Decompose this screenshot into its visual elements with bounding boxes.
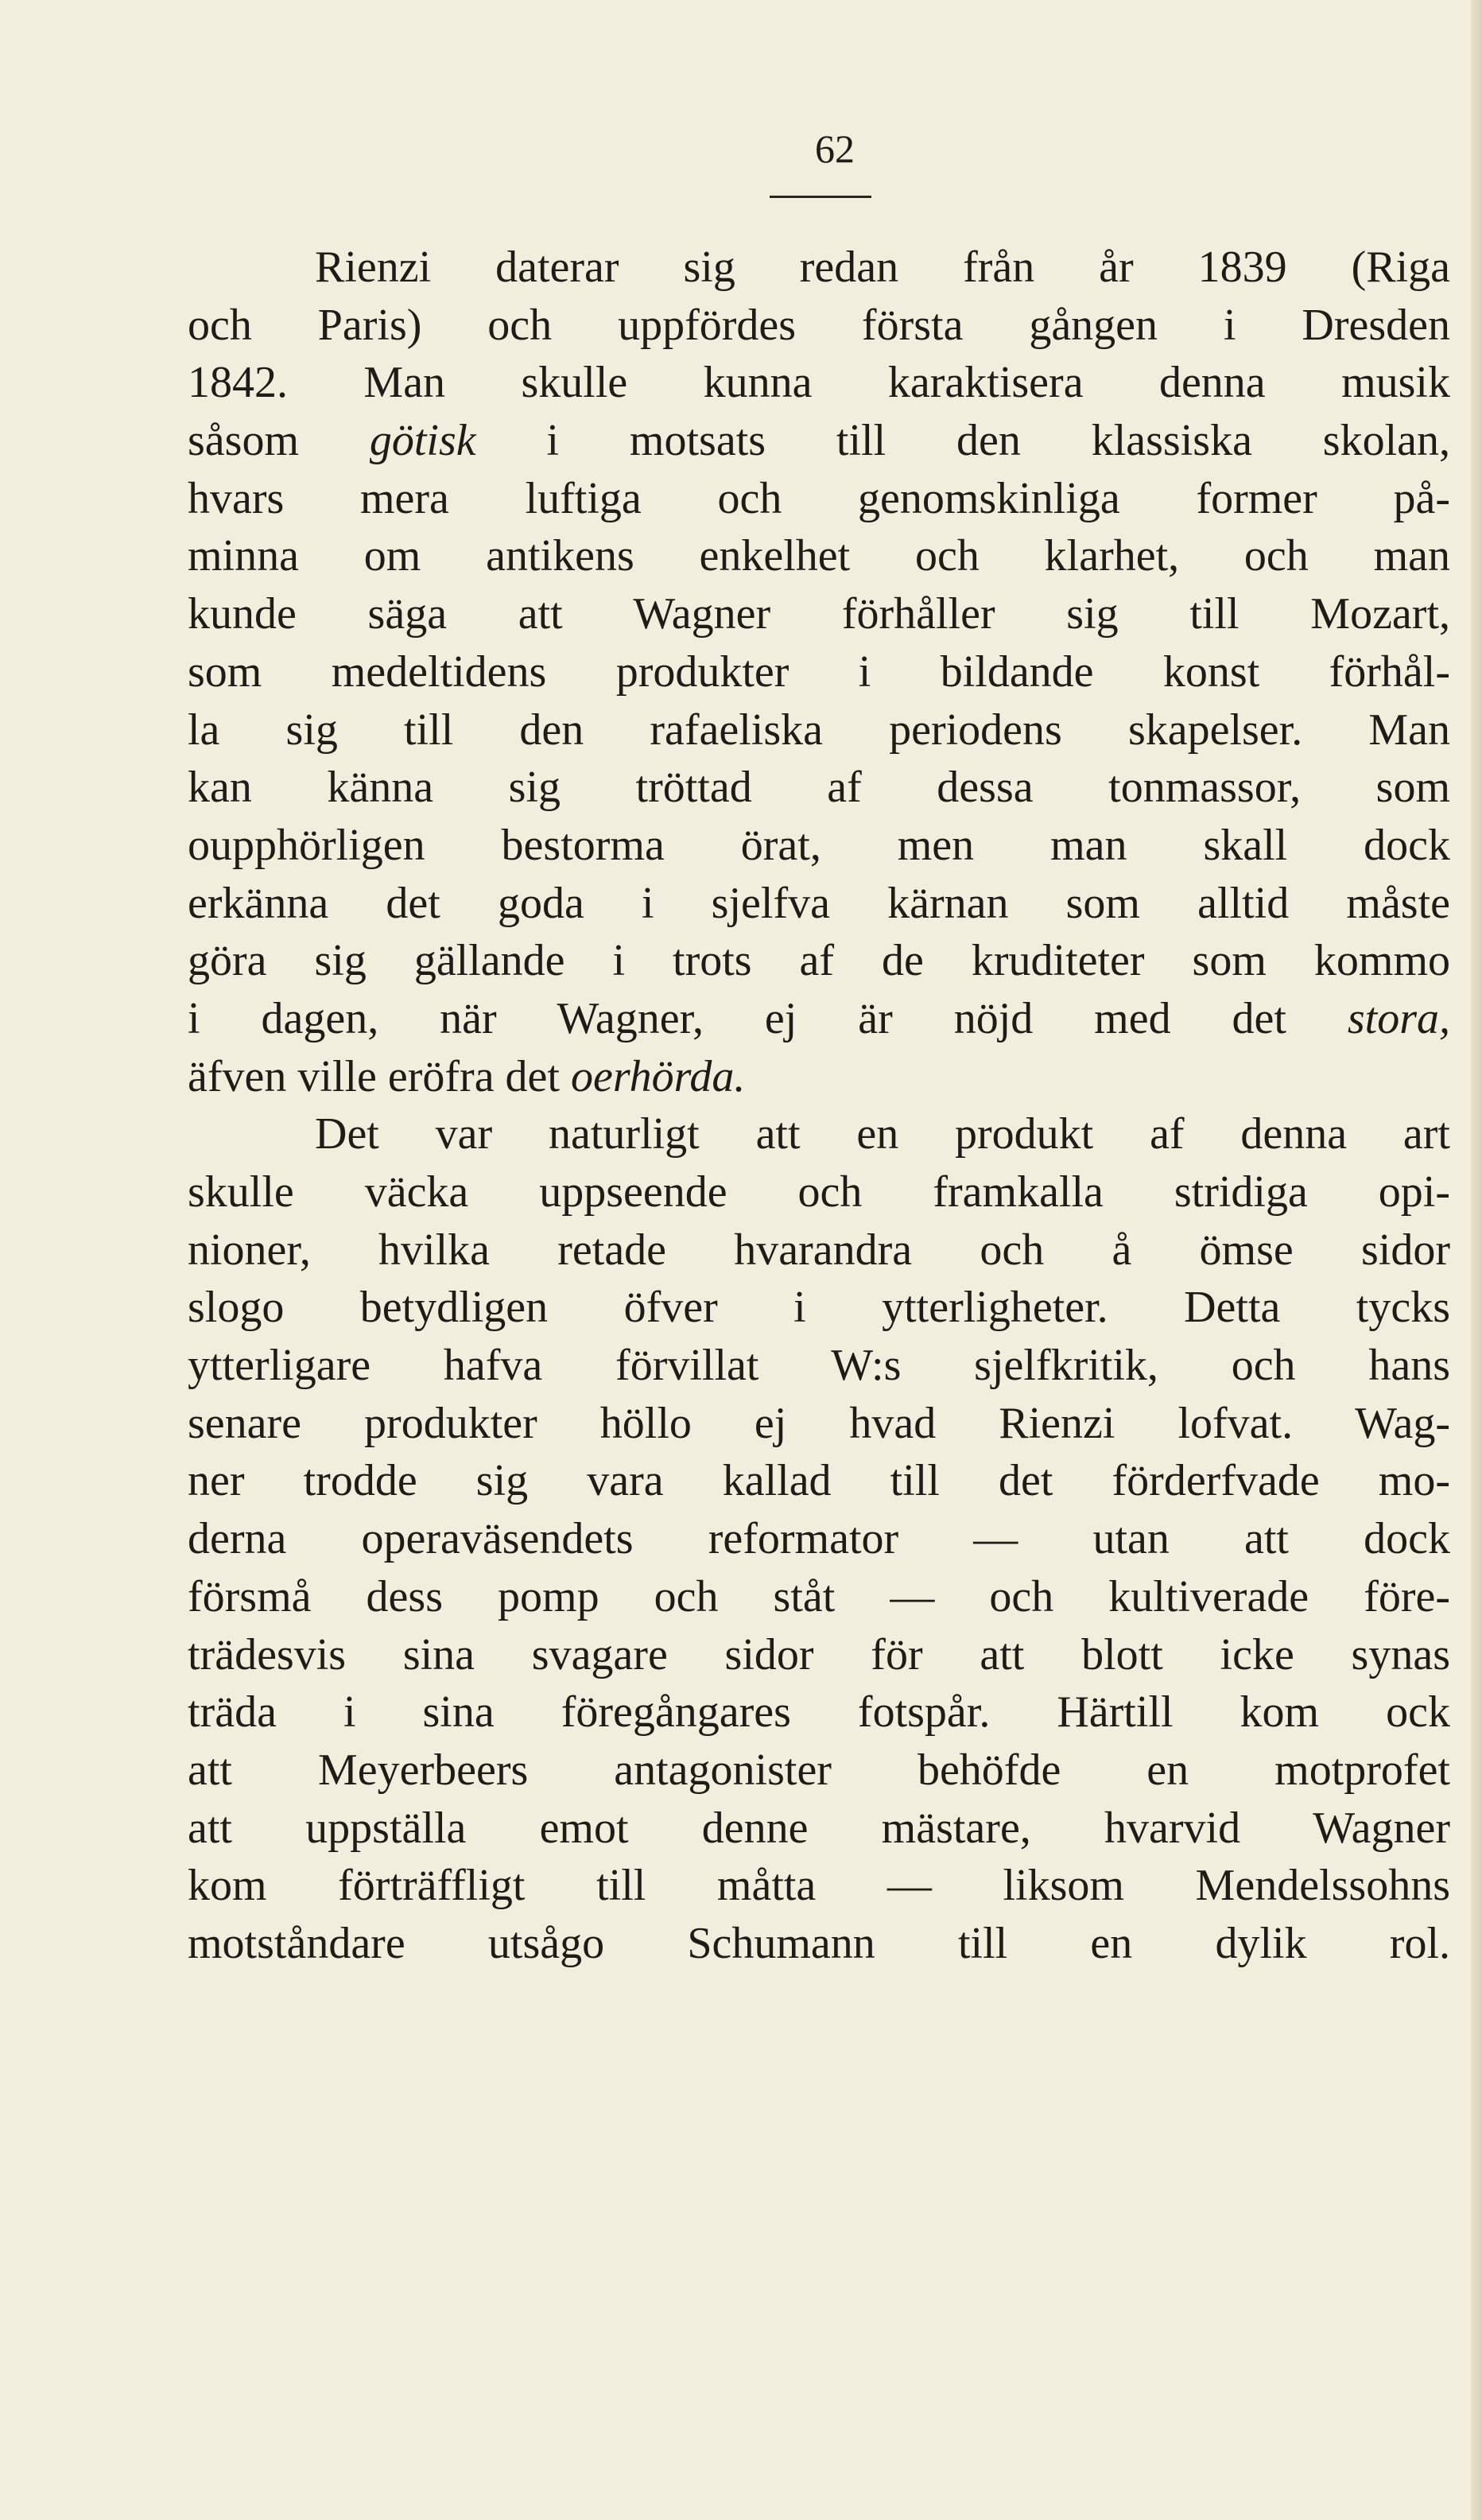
text-segment: göra sig gällande i trots af de kruditeter som kommo — [188, 936, 1450, 986]
text-line — [188, 1568, 1450, 1626]
text-line — [188, 239, 1450, 297]
text-segment: såsom — [188, 416, 370, 466]
text-line — [188, 527, 1450, 585]
page-number: 62 — [815, 126, 855, 171]
text-line — [188, 1857, 1450, 1915]
text-segment: 1842. Man skulle kunna karaktisera denna musik — [188, 358, 1450, 408]
text-line — [188, 1626, 1450, 1684]
text-segment: i dagen, när Wagner, ej är nöjd med det — [188, 993, 1348, 1043]
text-segment: Rienzi daterar sig redan från år 1839 (Riga — [315, 243, 1450, 292]
text-segment: motståndare utsågo Schumann till en dylik rol. — [188, 1918, 1450, 1968]
italic-text: oerhörda. — [570, 1051, 746, 1101]
text-line — [188, 297, 1450, 355]
text-segment: ner trodde sig vara kallad till det förderfvade mo- — [188, 1456, 1450, 1506]
text-line — [188, 1800, 1450, 1858]
text-segment: kunde säga att Wagner förhåller sig till Mozart, — [188, 589, 1450, 639]
text-line — [188, 701, 1450, 759]
text-line — [188, 990, 1450, 1048]
text-line — [188, 1683, 1450, 1741]
text-line — [188, 1510, 1450, 1568]
text-segment: som medeltidens produkter i bildande konst förhål- — [188, 647, 1450, 697]
text-segment: erkänna det goda i sjelfva kärnan som alltid måste — [188, 878, 1450, 928]
text-segment: ytterligare hafva förvillat W:s sjelfkritik, och hans — [188, 1341, 1450, 1391]
text-line — [188, 1105, 1450, 1163]
text-segment: skulle väcka uppseende och framkalla stridiga opi- — [188, 1167, 1450, 1217]
text-segment: att uppställa emot denne mästare, hvarvid Wagner — [188, 1803, 1450, 1853]
text-segment: i motsats till den klassiska skolan, — [475, 416, 1450, 466]
text-segment: nioner, hvilka retade hvarandra och å ömse sidor — [188, 1225, 1450, 1275]
text-segment: och Paris) och uppfördes första gången i Dresden — [188, 300, 1450, 350]
text-line — [188, 1337, 1450, 1395]
text-line — [188, 1741, 1450, 1800]
text-segment: minna om antikens enkelhet och klarhet, och man — [188, 531, 1450, 581]
text-line — [188, 1163, 1450, 1221]
text-segment: att Meyerbeers antagonister behöfde en motprofet — [188, 1745, 1450, 1795]
text-segment: hvars mera luftiga och genomskinliga former på- — [188, 473, 1450, 523]
text-line — [188, 1915, 1450, 1973]
text-segment: äfven ville eröfra det — [188, 1051, 571, 1101]
text-line — [188, 354, 1450, 412]
text-segment: träda i sina föregångares fotspår. Härtill kom ock — [188, 1687, 1450, 1738]
text-line — [188, 1395, 1450, 1453]
text-segment: senare produkter höllo ej hvad Rienzi lofvat. Wag- — [188, 1398, 1450, 1448]
text-line — [188, 875, 1450, 933]
text-segment: la sig till den rafaeliska periodens skapelser. Man — [188, 705, 1450, 755]
text-line — [188, 643, 1450, 701]
text-line — [188, 585, 1450, 643]
text-segment: Det var naturligt att en produkt af denna art — [315, 1109, 1450, 1159]
text-line — [188, 759, 1450, 817]
text-line — [188, 817, 1450, 875]
text-segment: kan känna sig tröttad af dessa tonmassor, som — [188, 763, 1450, 813]
page-number-rule — [770, 196, 871, 198]
text-line — [188, 1048, 1450, 1106]
italic-text: götisk — [369, 416, 476, 466]
text-line — [188, 1279, 1450, 1337]
text-segment: derna operaväsendets reformator — utan att dock — [188, 1514, 1450, 1564]
text-segment: försmå dess pomp och ståt — och kultiverade före- — [188, 1571, 1450, 1621]
text-line — [188, 412, 1450, 470]
page-edge — [1471, 0, 1482, 2520]
body-text — [188, 239, 1450, 1973]
text-segment: oupphörligen bestorma örat, men man skall dock — [188, 820, 1450, 870]
text-line — [188, 1452, 1450, 1510]
text-line — [188, 932, 1450, 990]
text-segment: slogo betydligen öfver i ytterligheter. Detta tycks — [188, 1283, 1450, 1333]
text-line — [188, 1221, 1450, 1279]
text-segment: kom förträffligt till måtta — liksom Mendelssohns — [188, 1861, 1450, 1911]
text-segment: trädesvis sina svagare sidor för att blott icke synas — [188, 1629, 1450, 1679]
italic-text: stora, — [1347, 993, 1450, 1043]
text-line — [188, 470, 1450, 528]
